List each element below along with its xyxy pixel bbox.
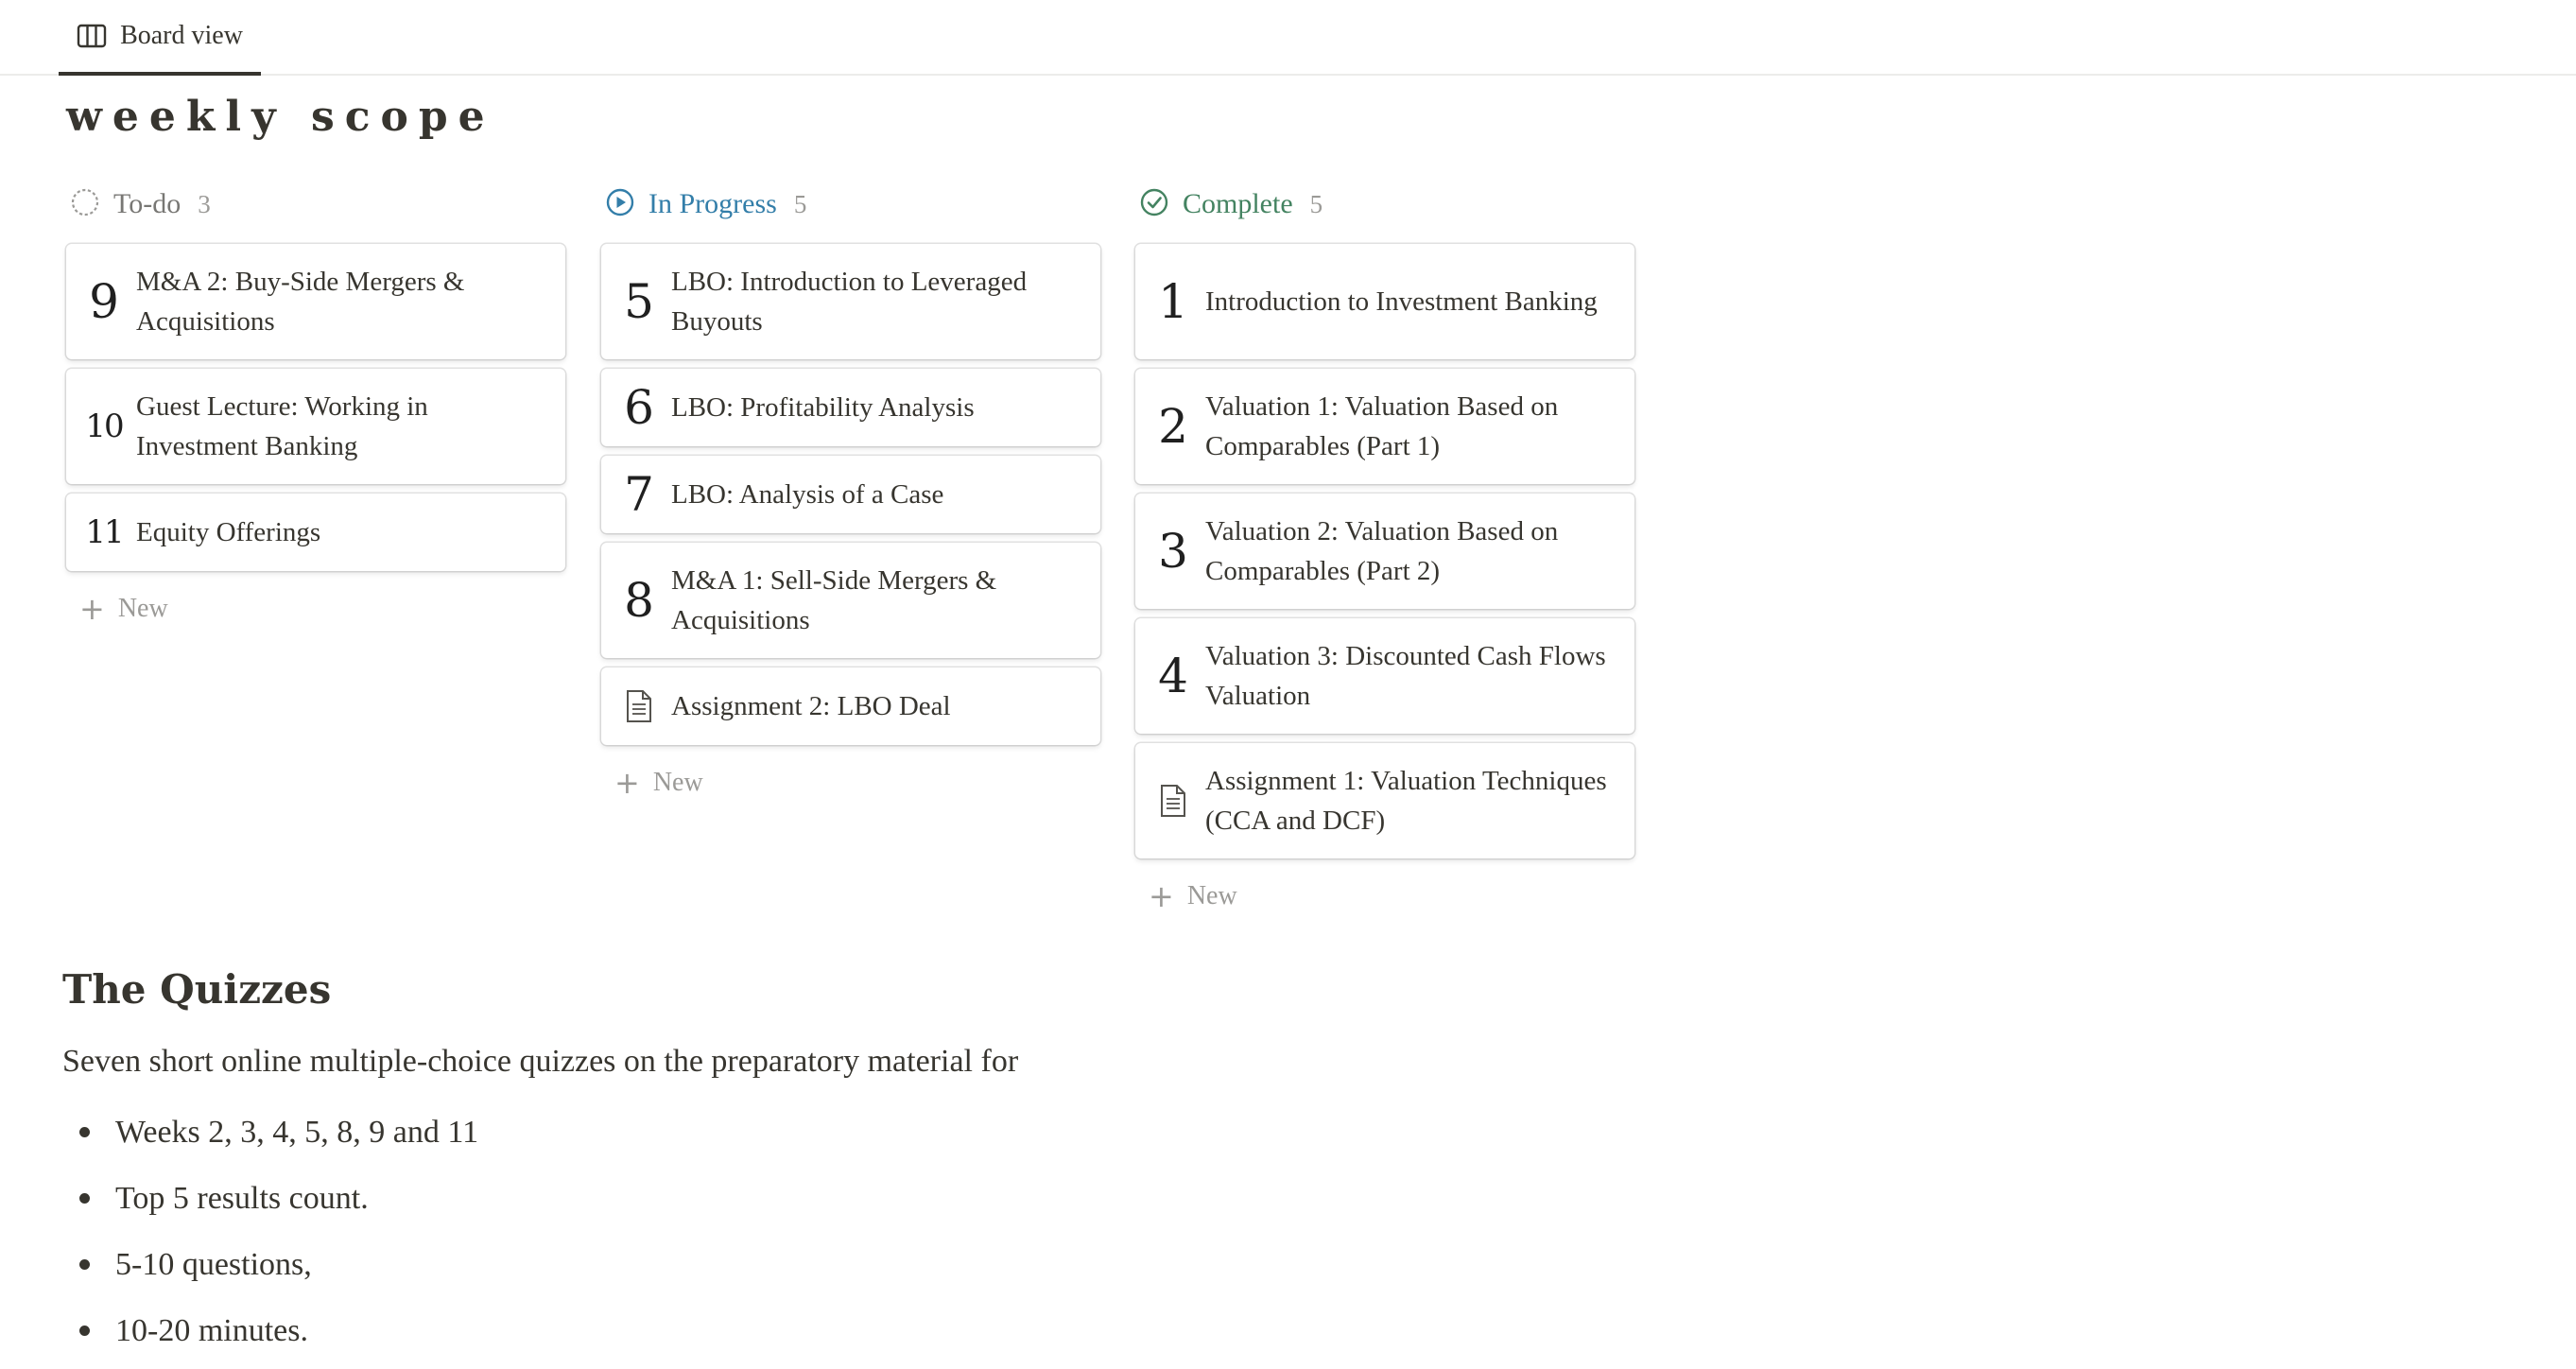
- new-card-button[interactable]: [79, 590, 565, 628]
- new-card-button[interactable]: [1149, 877, 1634, 915]
- board-card[interactable]: [66, 244, 565, 359]
- board-card[interactable]: [1135, 494, 1634, 609]
- in-progress-status-icon: [605, 187, 635, 221]
- board-column-in-progress: [601, 185, 1100, 802]
- section-paragraph: Seven short online multiple-choice quizzes on the preparatory material for: [62, 1044, 1019, 1079]
- bullet-icon: [79, 1259, 90, 1270]
- card-number: 8: [624, 573, 654, 628]
- new-card-button[interactable]: [614, 764, 1100, 802]
- bullet-icon: [79, 1326, 90, 1336]
- card-title: Guest Lecture: Working in Investment Banking: [136, 391, 428, 461]
- board-column-todo: [66, 185, 565, 628]
- card-title: M&A 1: Sell-Side Mergers & Acquisitions: [671, 565, 997, 635]
- column-title: To-do: [113, 188, 182, 219]
- column-header: [70, 185, 565, 223]
- board-card[interactable]: [601, 543, 1100, 658]
- card-number: 5: [624, 274, 654, 329]
- list-item-text: Weeks 2, 3, 4, 5, 8, 9 and 11: [115, 1115, 479, 1150]
- board-card[interactable]: [1135, 618, 1634, 734]
- card-title: LBO: Introduction to Leveraged Buyouts: [671, 267, 1028, 337]
- tab-board-view[interactable]: [59, 0, 261, 76]
- bullet-icon: [79, 1193, 90, 1204]
- list-item: [62, 1104, 478, 1170]
- column-title: In Progress: [648, 188, 777, 219]
- card-title: M&A 2: Buy-Side Mergers & Acquisitions: [136, 267, 465, 337]
- list-item: [62, 1237, 478, 1303]
- card-title: Assignment 1: Valuation Techniques (CCA and DCF): [1205, 766, 1607, 836]
- board-column-complete: [1135, 185, 1634, 915]
- new-card-label: New: [1186, 881, 1237, 910]
- column-count: 5: [793, 189, 807, 218]
- view-tab-bar: [0, 0, 2576, 76]
- column-header: [605, 185, 1100, 223]
- list-item-text: 5-10 questions,: [115, 1247, 312, 1282]
- todo-status-icon: [70, 187, 100, 221]
- card-title: Valuation 3: Discounted Cash Flows Valuation: [1205, 641, 1606, 711]
- board-card[interactable]: [601, 456, 1100, 533]
- card-number: 2: [1158, 399, 1188, 454]
- board-card[interactable]: [1135, 369, 1634, 484]
- board-card[interactable]: [1135, 743, 1634, 858]
- card-title: Introduction to Investment Banking: [1205, 286, 1598, 317]
- plus-icon: +: [1149, 878, 1174, 914]
- column-title: Complete: [1183, 188, 1293, 219]
- board-card[interactable]: [601, 244, 1100, 359]
- list-item-text: Top 5 results count.: [115, 1181, 369, 1216]
- card-number: 11: [85, 513, 123, 551]
- card-number: 7: [624, 467, 654, 522]
- new-card-label: New: [117, 594, 168, 623]
- card-number: 3: [1158, 524, 1188, 579]
- list-item: [62, 1170, 478, 1237]
- plus-icon: +: [614, 765, 640, 801]
- card-title: LBO: Analysis of a Case: [671, 479, 944, 510]
- card-number: 6: [624, 380, 654, 435]
- card-title: Equity Offerings: [136, 517, 321, 547]
- board-card[interactable]: [601, 667, 1100, 745]
- card-number: 9: [89, 274, 119, 329]
- card-title: Assignment 2: LBO Deal: [671, 691, 951, 721]
- list-item-text: 10-20 minutes.: [115, 1313, 308, 1348]
- card-title: Valuation 1: Valuation Based on Comparables (Part 1): [1205, 391, 1559, 461]
- card-number: 10: [85, 407, 123, 445]
- new-card-label: New: [652, 768, 703, 797]
- board-card[interactable]: [66, 369, 565, 484]
- column-count: 5: [1309, 189, 1323, 218]
- complete-status-icon: [1139, 187, 1169, 221]
- card-title: Valuation 2: Valuation Based on Comparables (Part 2): [1205, 516, 1559, 586]
- board-icon: [77, 24, 107, 48]
- column-count: 3: [198, 189, 211, 218]
- plus-icon: +: [79, 591, 105, 627]
- bullet-icon: [79, 1127, 90, 1137]
- board-card[interactable]: [1135, 244, 1634, 359]
- tab-label: Board view: [120, 21, 243, 50]
- card-title: LBO: Profitability Analysis: [671, 392, 975, 423]
- board-card[interactable]: [66, 494, 565, 571]
- page-title: weekly scope: [66, 93, 495, 141]
- list-item: [62, 1303, 478, 1369]
- document-icon: [1154, 784, 1192, 818]
- bullet-list: [62, 1104, 478, 1369]
- card-number: 1: [1158, 274, 1188, 329]
- section-heading: The Quizzes: [62, 966, 332, 1013]
- card-number: 4: [1158, 649, 1188, 703]
- board-card[interactable]: [601, 369, 1100, 446]
- document-icon: [620, 689, 658, 723]
- column-header: [1139, 185, 1634, 223]
